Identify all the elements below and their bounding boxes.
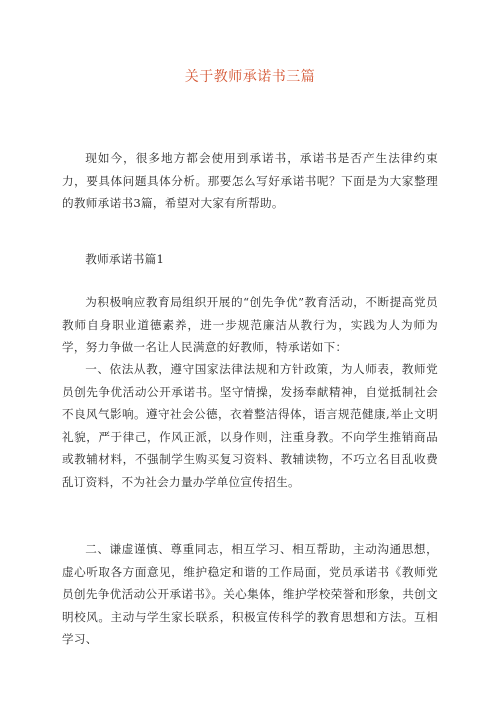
intro-paragraph: 现如今，很多地方都会使用到承诺书，承诺书是否产生法律约束力，要具体问题具体分析。那要怎么写好承诺书呢？下面是为大家整理的教师承诺书3篇，希望对大家有所帮助。 <box>62 151 438 210</box>
body-paragraph-2: 一、依法从教，遵守国家法律法规和方针政策，为人师表，教师党员创先争优活动公开承诺书。坚守情操，发扬奉献精神，自觉抵制社会不良风气影响。遵守社会公德，衣着整洁得体，语言规范健康,举止文明礼貌，严于律己，作风正派，以身作则，注重身教。不向学生推销商品或教辅材料，不强制学生购买复习资料、教辅读物，不巧立名目乱收费乱订资料，不为社会力量办学单位宣传招生。 <box>62 362 438 489</box>
body-paragraph-3: 二、谦虚谨慎、尊重同志，相互学习、相互帮助，主动沟通思想，虚心听取各方面意见，维护稳定和谐的工作局面，党员承诺书《教师党员创先争优活动公开承诺书》。关心集体，维护学校荣誉和形象，共创文明校风。主动与学生家长联系，积极宣传科学的教育思想和方法。互相学习、 <box>62 542 438 646</box>
document-title: 关于教师承诺书三篇 <box>184 69 316 85</box>
body-paragraph-1: 为积极响应教育局组织开展的“创先争优”教育活动，不断提高党员教师自身职业道德素养，进一步规范廉洁从教行为，实践为人为师为学，努力争做一名让人民满意的好教师，特承诺如下： <box>62 295 438 354</box>
section-heading: 教师承诺书篇1 <box>85 252 165 266</box>
